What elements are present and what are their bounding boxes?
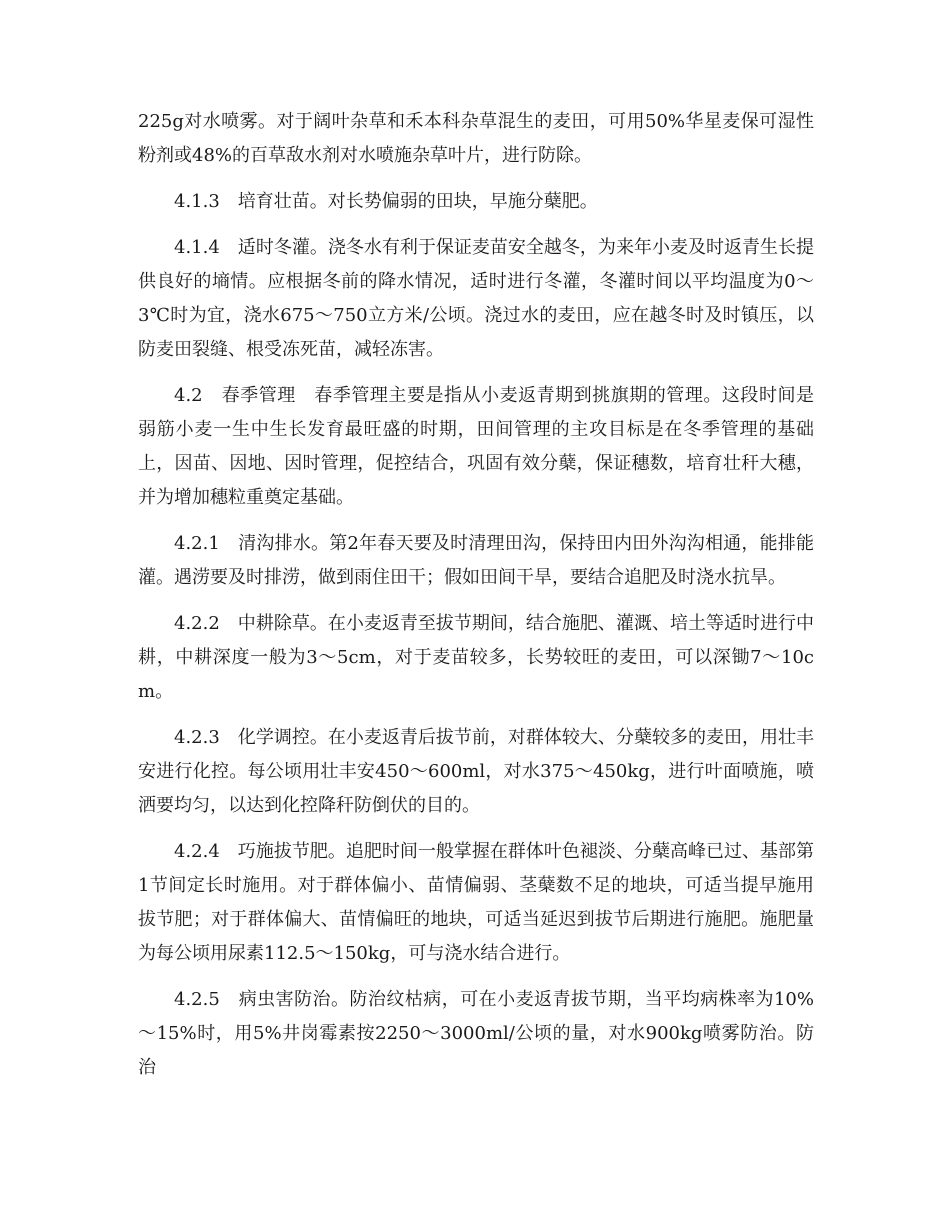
paragraph-4-2-2: 4.2.2 中耕除草。在小麦返青至拔节期间，结合施肥、灌溉、培土等适时进行中耕，中耕深度一般为3～5cm，对于麦苗较多，长势较旺的麦田，可以深锄7～10cm。: [138, 613, 814, 702]
paragraph-4-2-3: 4.2.3 化学调控。在小麦返青后拔节前，对群体较大、分蘖较多的麦田，用壮丰安进行化控。每公顷用壮丰安450～600ml，对水375～450kg，进行叶面喷施，喷洒要均匀，以达到化控降秆防倒伏的目的。: [138, 727, 814, 816]
paragraph-herbicide-continued: 225g对水喷雾。对于阔叶杂草和禾本科杂草混生的麦田，可用50%华星麦保可湿性粉剂或48%的百草敌水剂对水喷施杂草叶片，进行防除。: [138, 111, 814, 166]
paragraph-4-1-3: 4.1.3 培育壮苗。对长势偏弱的田块，早施分蘖肥。: [174, 191, 598, 212]
paragraph-4-2-1: 4.2.1 清沟排水。第2年春天要及时清理田沟，保持田内田外沟沟相通，能排能灌。遇涝要及时排涝，做到雨住田干；假如田间干旱，要结合追肥及时浇水抗旱。: [138, 533, 814, 588]
paragraph-4-2-4: 4.2.4 巧施拔节肥。追肥时间一般掌握在群体叶色褪淡、分蘖高峰已过、基部第1节间定长时施用。对于群体偏小、苗情偏弱、茎蘖数不足的地块，可适当提早施用拔节肥；对于群体偏大、苗情偏旺的地块，可适当延迟到拔节后期进行施肥。施肥量为每公顷用尿素112.5～150kg，可与浇水结合进行。: [138, 841, 814, 964]
paragraph-4-2-5: 4.2.5 病虫害防治。防治纹枯病，可在小麦返青拔节期，当平均病株率为10%～15%时，用5%井岗霉素按2250～3000ml/公顷的量，对水900kg喷雾防治。防治: [138, 989, 814, 1078]
paragraph-4-2: 4.2 春季管理 春季管理主要是指从小麦返青期到挑旗期的管理。这段时间是弱筋小麦一生中生长发育最旺盛的时期，田间管理的主攻目标是在冬季管理的基础上，因苗、因地、因时管理，促控结合，巩固有效分蘖，保证穗数，培育壮秆大穗，并为增加穗粒重奠定基础。: [138, 385, 814, 508]
document-body: [138, 105, 814, 1097]
paragraph-4-1-4: 4.1.4 适时冬灌。浇冬水有利于保证麦苗安全越冬，为来年小麦及时返青生长提供良好的墒情。应根据冬前的降水情况，适时进行冬灌，冬灌时间以平均温度为0～3℃时为宜，浇水675～750立方米/公顷。浇过水的麦田，应在越冬时及时镇压，以防麦田裂缝、根受冻死苗，减轻冻害。: [138, 237, 814, 360]
